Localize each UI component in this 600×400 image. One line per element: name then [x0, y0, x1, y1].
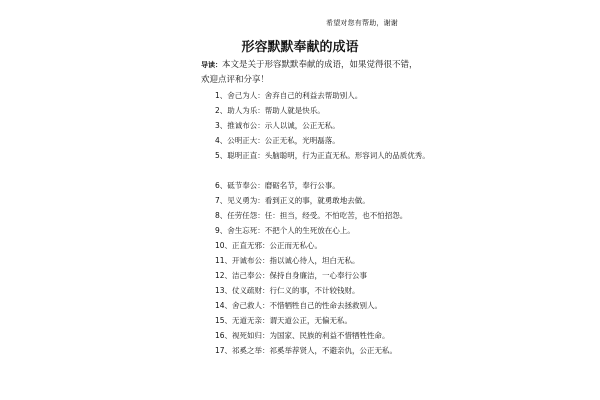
list-item: 15、无道无亲：谓天道公正，无偏无私。	[215, 316, 353, 325]
intro-text-1: 本文是关于形容默默奉献的成语，如果觉得很不错，	[222, 60, 418, 70]
intro-label: 导读：	[201, 61, 222, 69]
list-item: 6、砥节奉公：磨砺名节，奉行公事。	[215, 181, 340, 190]
list-item: 7、见义勇为：看到正义的事，就勇敢地去做。	[215, 196, 370, 205]
list-item: 16、视死如归：为国家、民族的利益不惜牺牲性命。	[215, 331, 390, 340]
list-item: 5、聪明正直：头脑聪明，行为正直无私。形容词人的品质优秀。	[215, 151, 430, 160]
list-item: 1、舍己为人：舍弃自己的利益去帮助别人。	[215, 91, 363, 100]
document-title: 形容默默奉献的成语	[241, 40, 359, 55]
list-item: 13、仗义疏财：行仁义的事，不计较钱财。	[215, 286, 360, 295]
list-item: 10、正直无邪：公正而无私心。	[215, 241, 323, 250]
intro-line-2: 欢迎点评和分享！	[201, 75, 270, 85]
header-note: 希望对您有帮助，谢谢	[326, 19, 398, 27]
intro-paragraph	[201, 58, 418, 88]
list-item: 2、助人为乐：帮助人就是快乐。	[215, 106, 325, 115]
list-item: 8、任劳任怨：任：担当，经受。不怕吃苦，也不怕招怨。	[215, 211, 408, 220]
idiom-list	[215, 88, 430, 358]
list-item: 11、开诚布公：指以诚心待人，坦白无私。	[215, 256, 360, 265]
list-item: 3、推诚布公：示人以诚，公正无私。	[215, 121, 340, 130]
list-item: 14、舍己救人：不惜牺牲自己的性命去拯救别人。	[215, 301, 383, 310]
list-item: 12、洁己奉公：保持自身廉洁，一心奉行公事	[215, 271, 368, 280]
intro-line-1	[201, 58, 418, 73]
list-item: 9、舍生忘死：不把个人的生死放在心上。	[215, 226, 355, 235]
list-item: 17、祁奚之举：祁奚举荐贤人，不避亲仇，公正无私。	[215, 346, 398, 355]
list-item: 4、公明正大：公正无私，光明磊落。	[215, 136, 340, 145]
